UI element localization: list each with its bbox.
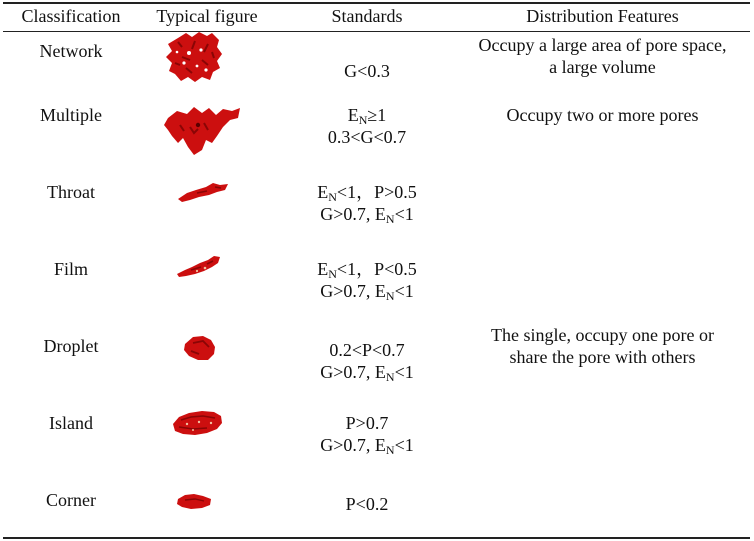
film-cluster-shape-icon (175, 254, 225, 280)
row-multiple-distribution-1: Occupy two or more pores (506, 105, 699, 125)
throat-cluster-shape-icon (175, 179, 231, 205)
row-film-name: Film (53, 259, 88, 279)
table-bottom-rule (3, 537, 750, 539)
row-droplet-standard-2: G>0.7, $E_N<1$ (320, 362, 414, 384)
row-throat-standard-2: G>0.7, $E_N<1$ (320, 204, 414, 226)
row-island-name: Island (49, 413, 93, 433)
row-film-standard-1: $E_N<1$，P<0.5 (317, 259, 417, 281)
row-network-distribution-1: Occupy a large area of pore space, (478, 35, 727, 55)
header-classification: Classification (21, 6, 121, 26)
row-droplet-distribution-2: share the pore with others (509, 347, 696, 367)
row-network-name: Network (39, 41, 103, 61)
table-top-rule (3, 2, 750, 4)
row-network-distribution-2: a large volume (549, 57, 656, 77)
header-typical-figure: Typical figure (156, 6, 258, 26)
island-cluster-shape-icon (169, 406, 225, 440)
row-corner-name: Corner (46, 490, 96, 510)
row-multiple-standard-2: 0.3<G<0.7 (327, 127, 407, 147)
row-multiple-standard-1: $E_N\ge 1$ (347, 105, 387, 127)
table-header-rule (3, 31, 750, 32)
droplet-cluster-shape-icon (181, 333, 219, 363)
row-droplet-distribution-1: The single, occupy one pore or (491, 325, 714, 345)
row-throat-name: Throat (47, 182, 95, 202)
row-droplet-standard-1: 0.2<P<0.7 (329, 340, 405, 360)
row-droplet-name: Droplet (43, 336, 99, 356)
row-throat-standard-1: $E_N<1$，P>0.5 (317, 182, 417, 204)
header-distribution: Distribution Features (526, 6, 679, 26)
row-film-standard-2: G>0.7, $E_N<1$ (320, 281, 414, 303)
row-island-standard-2: G>0.7, $E_N<1$ (320, 435, 414, 457)
multiple-cluster-shape-icon (160, 103, 246, 159)
network-cluster-shape-icon (162, 30, 226, 86)
row-multiple-name: Multiple (40, 105, 102, 125)
corner-cluster-shape-icon (175, 490, 215, 512)
header-standards: Standards (331, 6, 403, 26)
row-corner-standard-1: P<0.2 (345, 494, 389, 514)
row-island-standard-1: P>0.7 (345, 413, 389, 433)
row-network-standard-1: G<0.3 (344, 61, 390, 81)
